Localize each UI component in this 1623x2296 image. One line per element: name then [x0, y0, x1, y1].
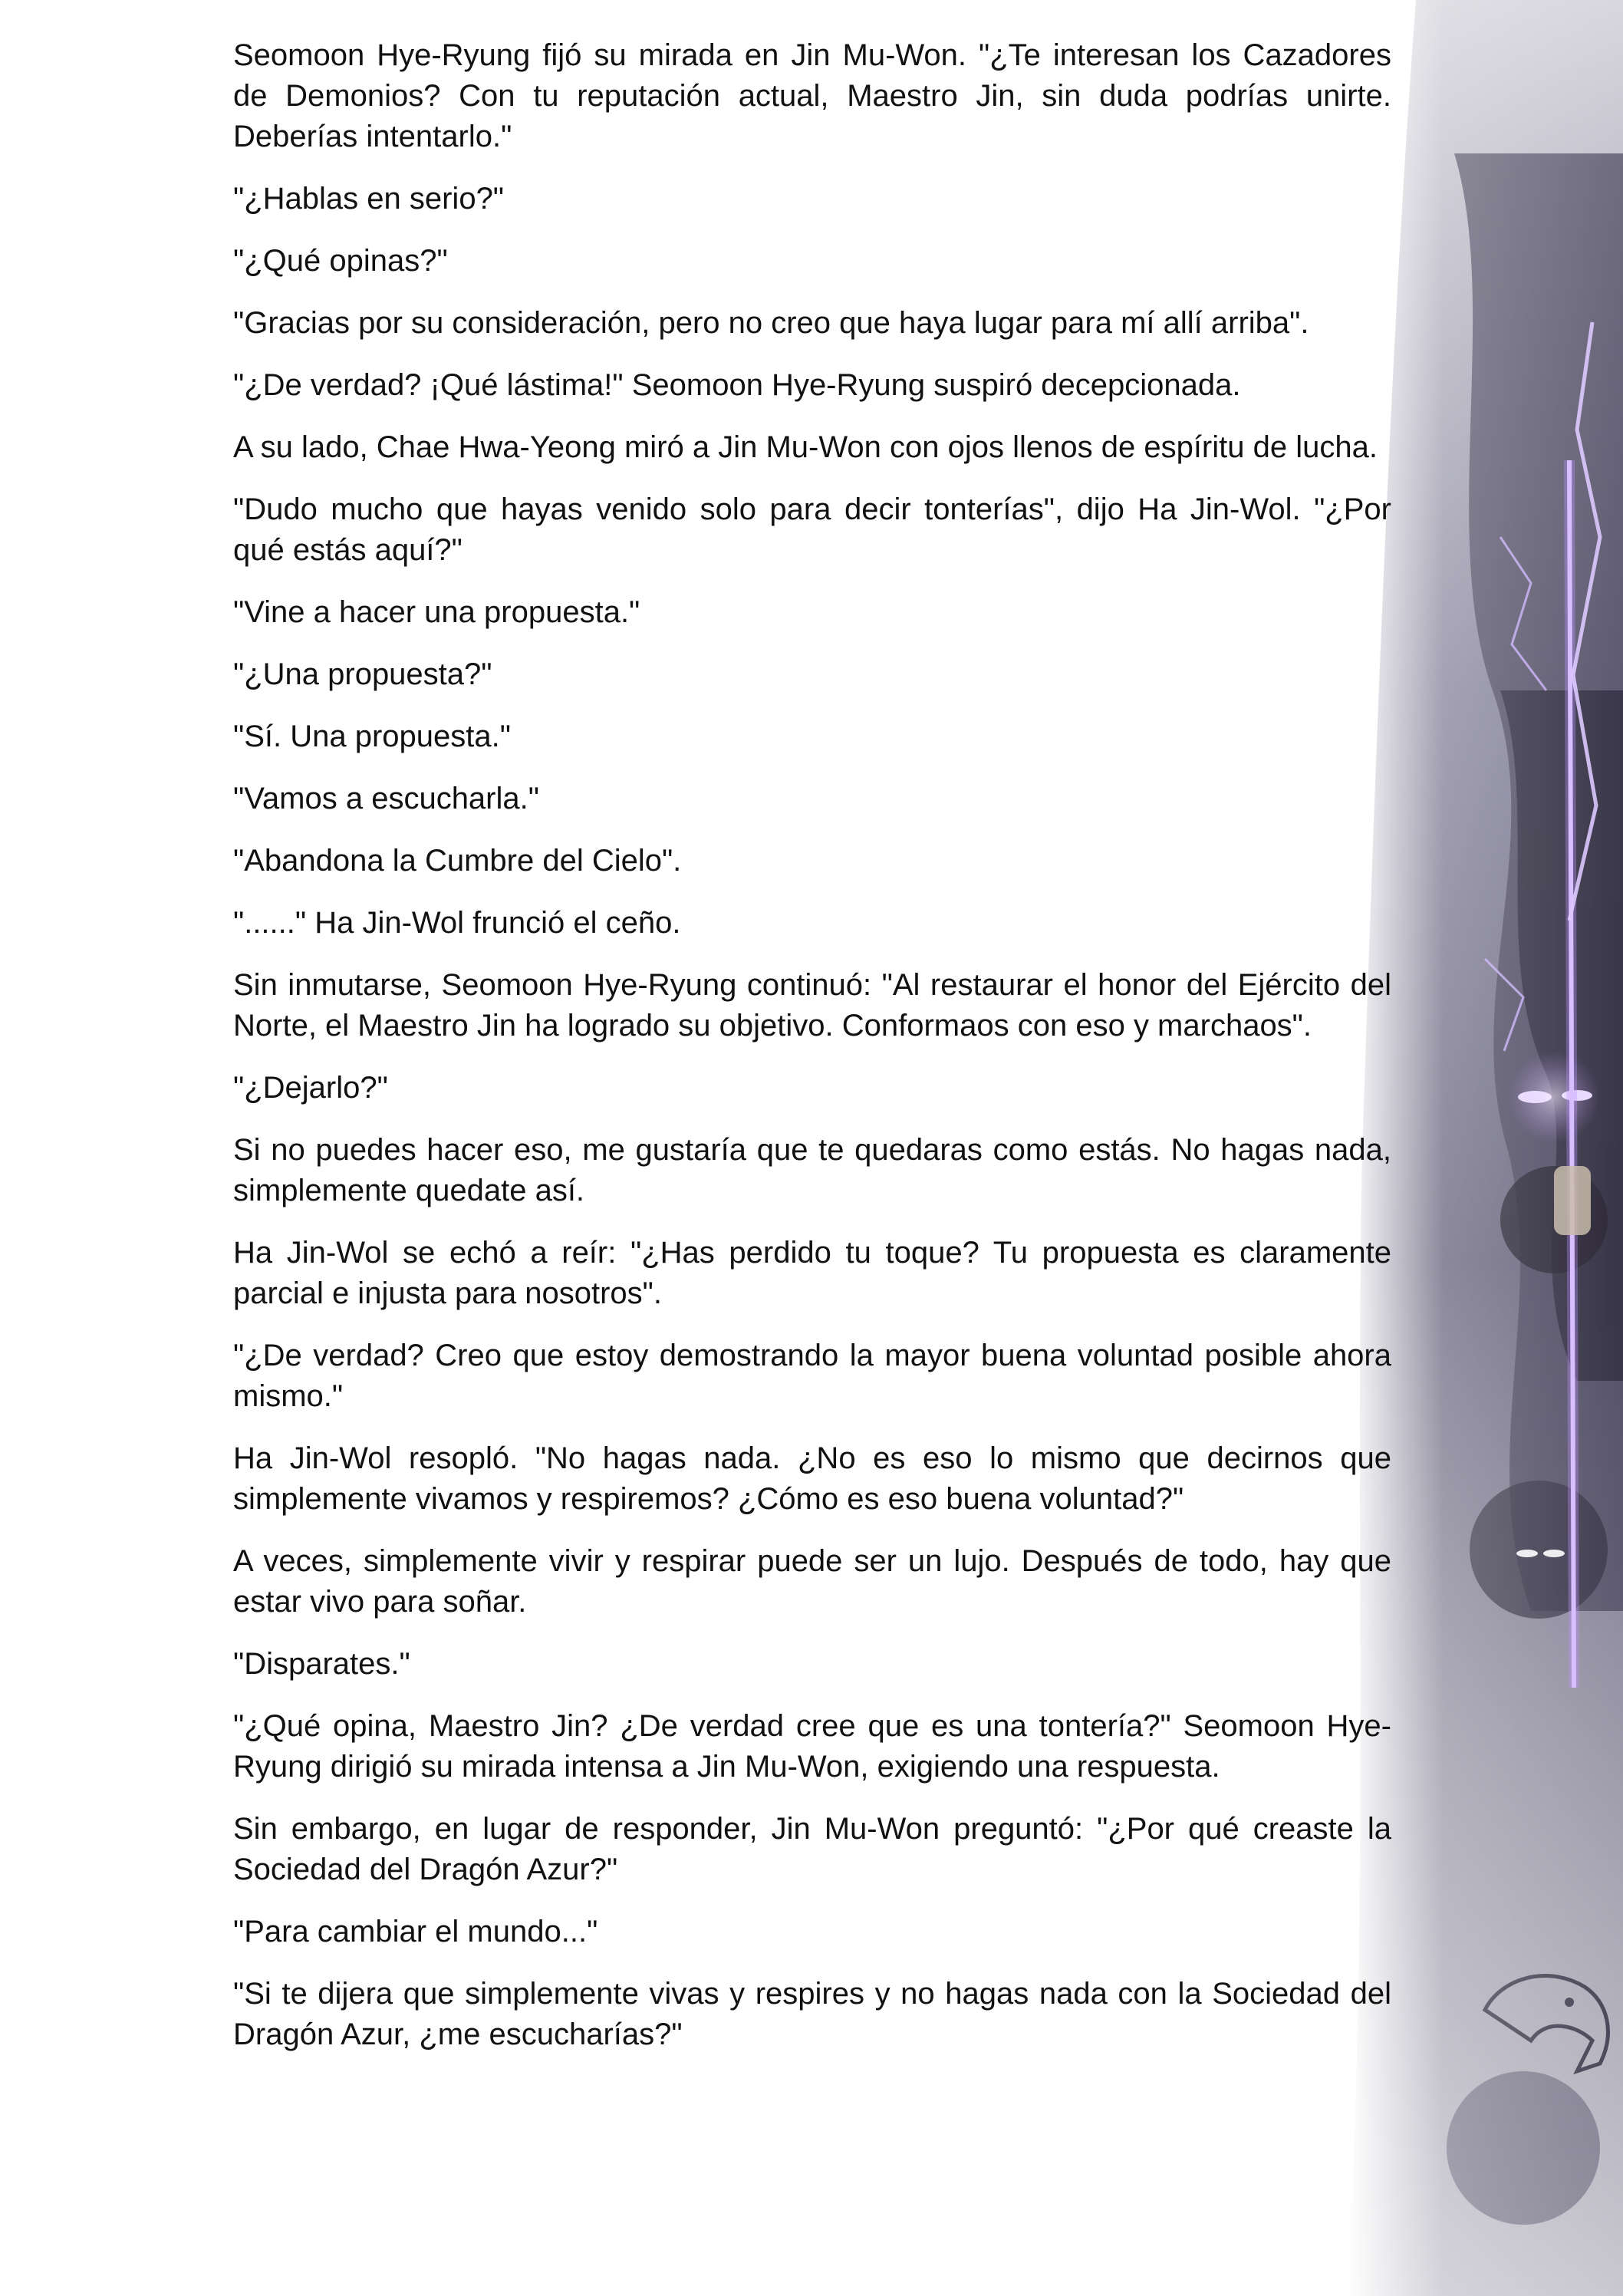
paragraph: "Para cambiar el mundo..."	[233, 1915, 598, 1948]
paragraph: "¿Una propuesta?"	[233, 657, 492, 691]
paragraph: "Gracias por su consideración, pero no creo que haya lugar para mí allí arriba".	[233, 306, 1309, 340]
paragraph: Ha Jin-Wol resopló. "No hagas nada. ¿No es eso lo mismo que decirnos que simplemente vivamos y respiremos? ¿Cómo es eso buena voluntad?"	[233, 1441, 1391, 1516]
paragraph: "Vine a hacer una propuesta."	[233, 595, 640, 629]
paragraph: "¿De verdad? ¡Qué lástima!" Seomoon Hye-Ryung suspiró decepcionada.	[233, 368, 1241, 402]
paragraph: A veces, simplemente vivir y respirar puede ser un lujo. Después de todo, hay que estar vivo para soñar.	[233, 1544, 1391, 1619]
paragraph: Si no puedes hacer eso, me gustaría que te quedaras como estás. No hagas nada, simplemente quedate así.	[233, 1133, 1391, 1207]
paragraph: A su lado, Chae Hwa-Yeong miró a Jin Mu-Won con ojos llenos de espíritu de lucha.	[233, 430, 1378, 464]
paragraph: "¿Hablas en serio?"	[233, 182, 505, 216]
paragraph: Ha Jin-Wol se echó a reír: "¿Has perdido tu toque? Tu propuesta es claramente parcial e injusta para nosotros".	[233, 1236, 1391, 1310]
paragraph: "Dudo mucho que hayas venido solo para decir tonterías", dijo Ha Jin-Wol. "¿Por qué estás aquí?"	[233, 492, 1391, 567]
paragraph: "¿Dejarlo?"	[233, 1071, 388, 1105]
paragraph: "¿De verdad? Creo que estoy demostrando la mayor buena voluntad posible ahora mismo."	[233, 1339, 1391, 1413]
paragraph: Sin embargo, en lugar de responder, Jin Mu-Won preguntó: "¿Por qué creaste la Sociedad del Dragón Azur?"	[233, 1812, 1391, 1886]
paragraph: "Disparates."	[233, 1647, 410, 1681]
paragraph: "......" Ha Jin-Wol frunció el ceño.	[233, 906, 681, 940]
paragraph: "¿Qué opina, Maestro Jin? ¿De verdad cree que es una tontería?" Seomoon Hye-Ryung dirigió su mirada intensa a Jin Mu-Won, exigiendo una respuesta.	[233, 1709, 1391, 1784]
paragraph: "Vamos a escucharla."	[233, 782, 539, 815]
paragraph: Seomoon Hye-Ryung fijó su mirada en Jin Mu-Won. "¿Te interesan los Cazadores de Demonios? Con tu reputación actual, Maestro Jin, sin duda podrías unirte. Deberías intentarlo."	[233, 38, 1391, 153]
paragraph: "¿Qué opinas?"	[233, 244, 448, 278]
document-body	[233, 35, 1391, 2055]
paragraph: "Si te dijera que simplemente vivas y respires y no hagas nada con la Sociedad del Dragón Azur, ¿me escucharías?"	[233, 1977, 1391, 2051]
paragraph: "Sí. Una propuesta."	[233, 720, 511, 753]
paragraph: "Abandona la Cumbre del Cielo".	[233, 844, 682, 878]
paragraph: Sin inmutarse, Seomoon Hye-Ryung continuó: "Al restaurar el honor del Ejército del Norte, el Maestro Jin ha logrado su objetivo. Conformaos con eso y marchaos".	[233, 968, 1391, 1043]
